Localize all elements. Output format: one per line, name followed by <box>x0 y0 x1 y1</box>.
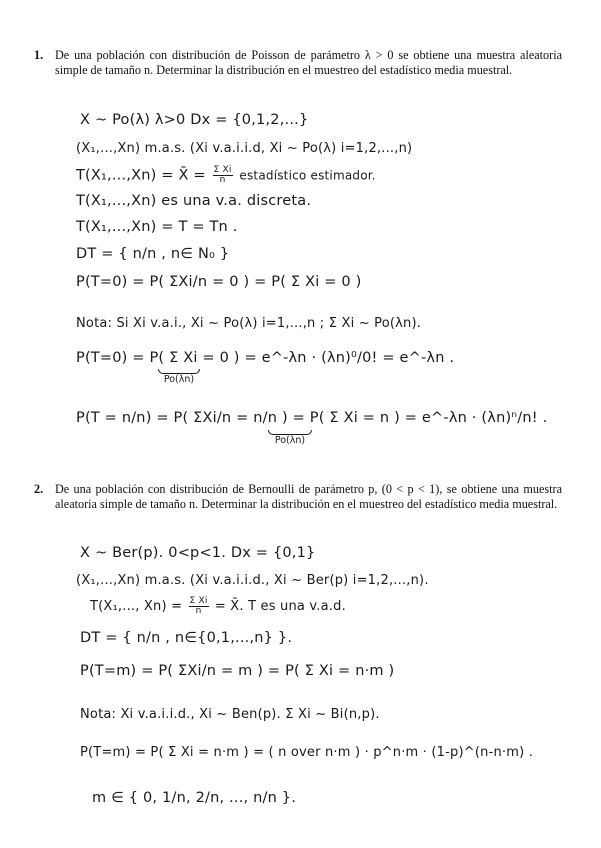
sol1-line-1: X ~ Po(λ) λ>0 Dx = {0,1,2,...} <box>80 112 309 128</box>
sol1-line-3-numerator: Σ Xi <box>213 165 232 175</box>
sol1-line-2: (X₁,...,Xn) m.a.s. (Xi v.a.i.i.d, Xi ~ Po(λ) i=1,2,...,n) <box>76 141 413 156</box>
sol2-line-5: P(T=m) = P( ΣXi/n = m ) = P( Σ Xi = n·m ) <box>80 663 395 679</box>
sol1-line-4: T(X₁,...,Xn) es una v.a. discreta. <box>76 193 312 209</box>
problem-1-text: De una población con distribución de Poisson de parámetro λ > 0 se obtiene una muestra aleatoria simple de tamaño n. Determinar la distribución en el muestreo del estadístico media muestral. <box>55 48 562 77</box>
sol1-line-8: Nota: Si Xi v.a.i., Xi ~ Po(λ) i=1,...,n ; Σ Xi ~ Po(λn). <box>76 316 422 331</box>
sol1-line-7: P(T=0) = P( ΣXi/n = 0 ) = P( Σ Xi = 0 ) <box>76 274 362 290</box>
problem-2-number: 2. <box>34 482 44 496</box>
problem-1 <box>34 48 562 78</box>
sol1-line-3-rhs: estadístico estimador. <box>239 168 376 183</box>
sol1-line-9-brace-label: Po(λn) <box>163 374 195 385</box>
sol2-line-3-numerator: Σ Xi <box>189 596 208 606</box>
sol1-line-10-brace <box>268 430 312 446</box>
sol2-line-3 <box>90 597 346 616</box>
sol1-line-3-lhs: T(X₁,...,Xn) = X̄ = <box>76 167 206 184</box>
sol2-line-3-fraction <box>189 597 209 616</box>
sol2-line-6: Nota: Xi v.a.i.i.d., Xi ~ Ben(p). Σ Xi ~ Bi(n,p). <box>80 707 380 722</box>
sol1-line-9-brace <box>158 369 200 385</box>
sol2-line-3-denominator: n <box>195 606 202 616</box>
problem-2-text: De una población con distribución de Bernoulli de parámetro p, (0 < p < 1), se obtiene una muestra aleatoria simple de tamaño n. Determinar la distribución en el muestreo del estadístico media muestral. <box>55 482 562 511</box>
problem-1-number: 1. <box>34 48 44 62</box>
sol1-line-3 <box>76 166 376 185</box>
sol2-line-3-rhs: = X̄. T es una v.a.d. <box>214 599 346 614</box>
sol1-line-9: P(T=0) = P( Σ Xi = 0 ) = e^-λn · (λn)⁰/0! = e^-λn . <box>76 350 455 366</box>
sol1-line-6: DT = { n/n , n∈ N₀ } <box>76 246 230 262</box>
sol2-line-8: m ∈ { 0, 1/n, 2/n, ..., n/n }. <box>92 790 297 806</box>
sol2-line-1: X ~ Ber(p). 0<p<1. Dx = {0,1} <box>80 545 316 561</box>
sol1-line-3-fraction <box>213 166 233 185</box>
sol1-line-10-brace-label: Po(λn) <box>274 435 306 446</box>
sol2-line-7: P(T=m) = P( Σ Xi = n·m ) = ( n over n·m ) · p^n·m · (1-p)^(n-n·m) . <box>80 745 534 760</box>
sol2-line-3-lhs: T(X₁,..., Xn) = <box>90 599 183 614</box>
sol1-line-5: T(X₁,...,Xn) = T = Tn . <box>76 219 238 235</box>
sol2-line-2: (X₁,...,Xn) m.a.s. (Xi v.a.i.i.d., Xi ~ Ber(p) i=1,2,...,n). <box>76 573 429 588</box>
sol2-line-4: DT = { n/n , n∈{0,1,...,n} }. <box>80 630 293 646</box>
sol1-line-3-denominator: n <box>219 175 226 185</box>
problem-2 <box>34 482 562 512</box>
sol1-line-10: P(T = n/n) = P( ΣXi/n = n/n ) = P( Σ Xi = n ) = e^-λn · (λn)ⁿ/n! . <box>76 410 548 426</box>
